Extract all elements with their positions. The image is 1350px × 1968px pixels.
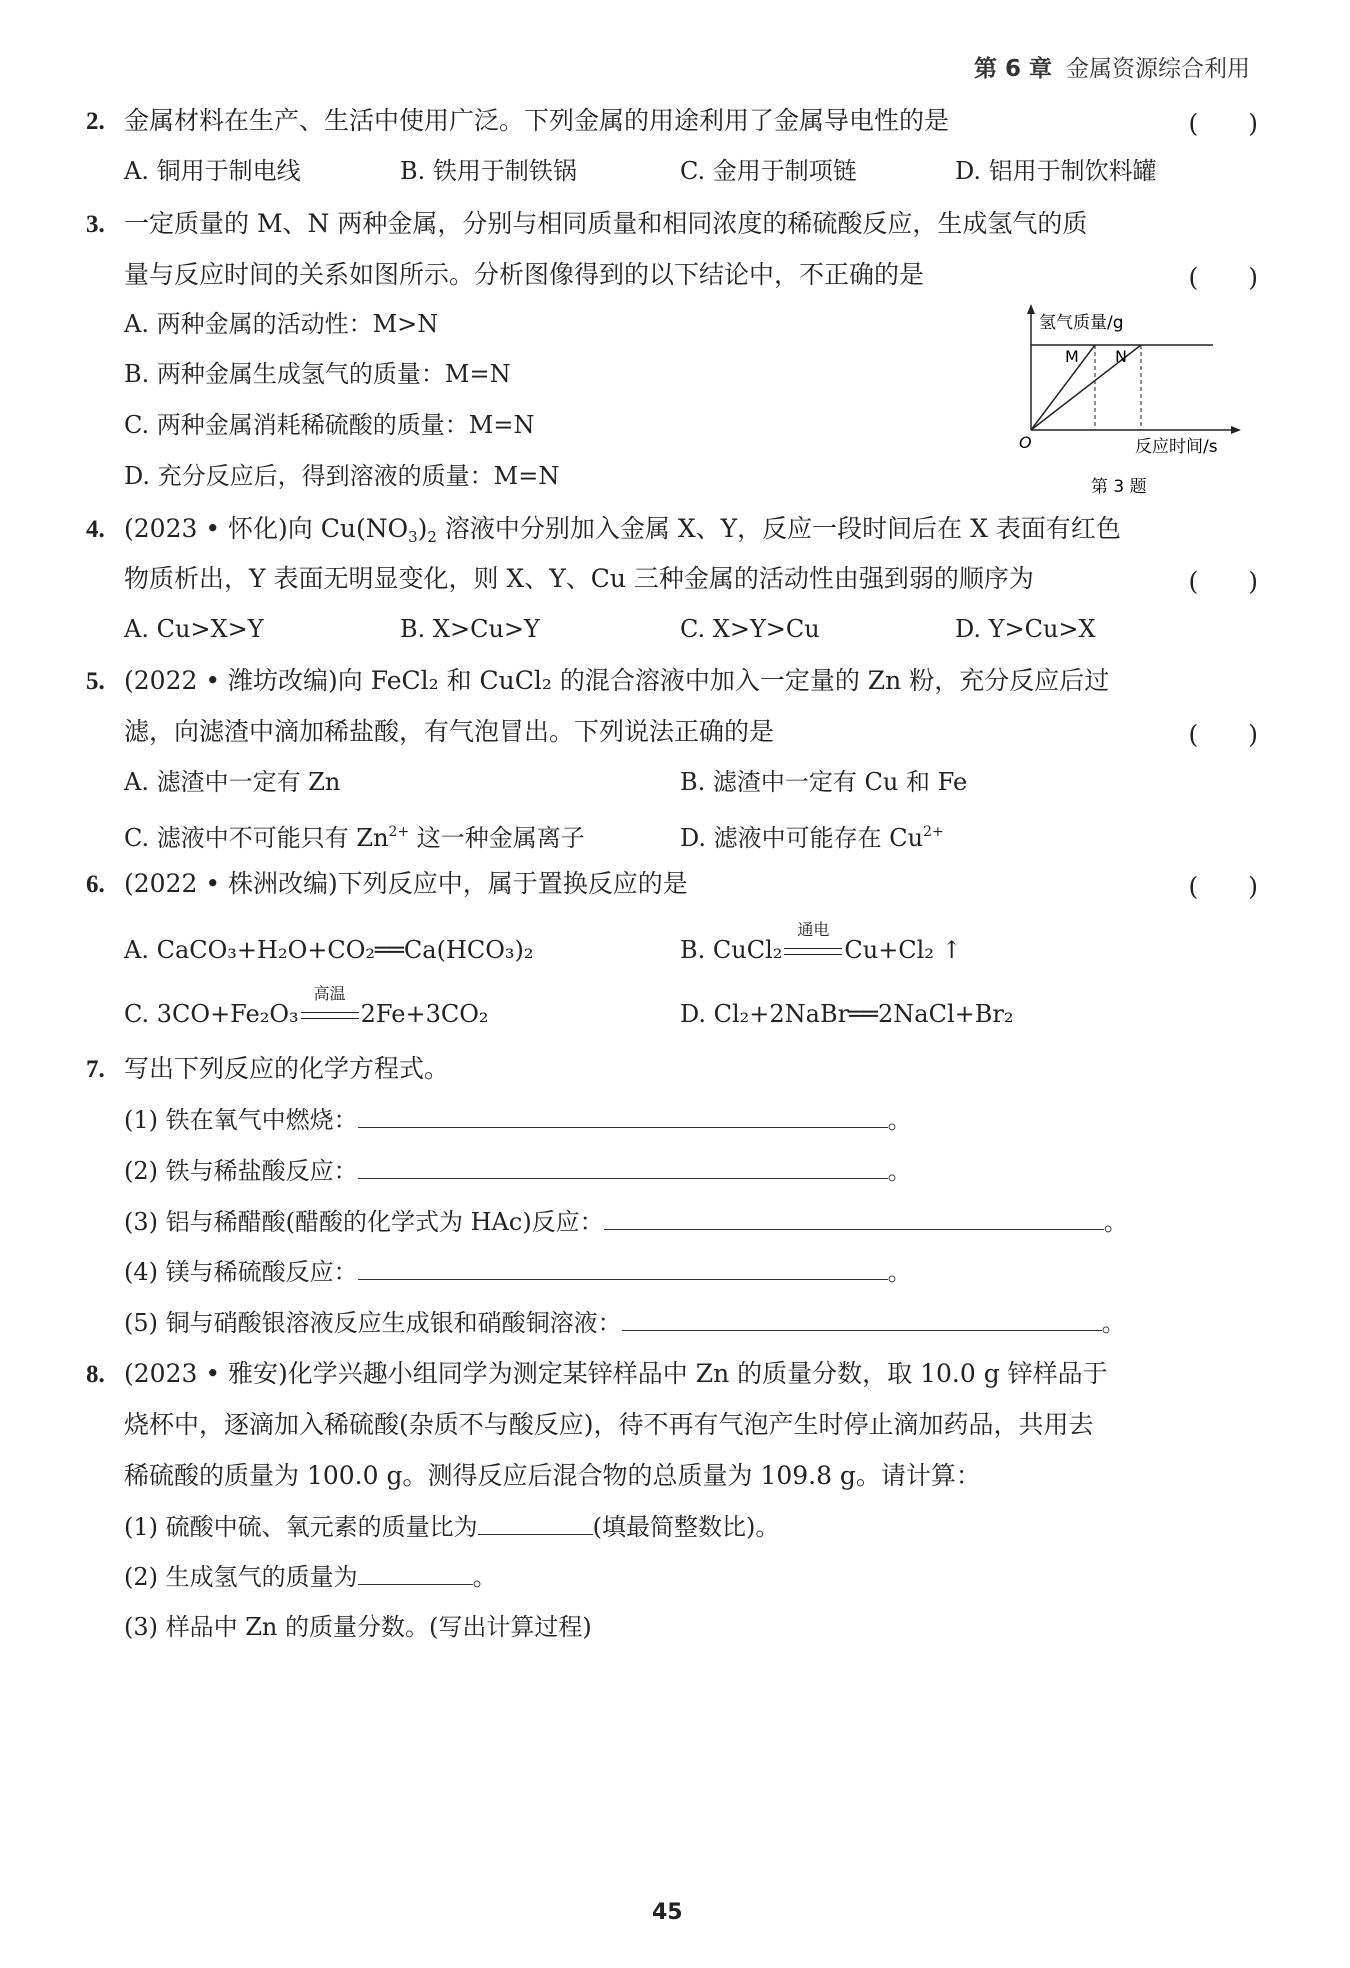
option-b: B. 滤渣中一定有 Cu 和 Fe [680, 768, 968, 796]
option-c: C. 两种金属消耗稀硫酸的质量：M=N [124, 411, 535, 439]
question-6-stem: 6. (2022 • 株洲改编)下列反应中，属于置换反应的是 [86, 869, 688, 898]
q7-part-3: (3) 铝与稀醋酸(醋酸的化学式为 HAc)反应： 。 [124, 1205, 1128, 1238]
x-axis-arrow [1231, 426, 1241, 434]
q7-part-2: (2) 铁与稀盐酸反应： 。 [124, 1154, 912, 1187]
option-b: B. X>Cu>Y [400, 615, 540, 643]
chapter-number: 第 6 章 [973, 56, 1052, 82]
condition-label: 高温 [313, 984, 346, 1003]
answer-paren: ( ) [1188, 720, 1258, 749]
answer-paren: ( ) [1188, 109, 1258, 138]
hydrogen-mass-graph [1015, 300, 1255, 500]
option-b: B. 铁用于制铁锅 [400, 157, 577, 185]
question-3-stem-line2: 量与反应时间的关系如图所示。分析图像得到的以下结论中，不正确的是 [124, 260, 925, 289]
question-5-stem: 5. (2022 • 潍坊改编)向 FeCl₂ 和 CuCl₂ 的混合溶液中加入一定量的 Zn 粉，充分反应后过 [86, 666, 1110, 695]
q7-part-1: (1) 铁在氧气中燃烧： 。 [124, 1103, 912, 1136]
origin-label: O [1019, 433, 1032, 452]
option-c: C. 滤液中不可能只有 $Zn^{2+}$ 这一种金属离子 [124, 824, 585, 852]
page-number: 45 [652, 1900, 683, 1925]
option-c: C. 3CO+Fe₂O₃ 高温 2Fe+3CO₂ [124, 998, 489, 1030]
question-8-stem-line3: 稀硫酸的质量为 100.0 g。测得反应后混合物的总质量为 109.8 g。请计算： [124, 1461, 981, 1490]
option-a: A. 滤渣中一定有 Zn [124, 768, 341, 796]
q8-part-3: (3) 样品中 Zn 的质量分数。(写出计算过程) [124, 1613, 592, 1641]
option-c: C. X>Y>Cu [680, 615, 820, 643]
y-axis-arrow [1027, 304, 1035, 314]
page-header [974, 50, 1250, 83]
q8-part-2: (2) 生成氢气的质量为 。 [124, 1560, 497, 1593]
q7-part-5: (5) 铜与硝酸银溶液反应生成银和硝酸铜溶液： 。 [124, 1306, 1126, 1339]
option-b: B. 两种金属生成氢气的质量：M=N [124, 360, 511, 388]
chapter-title: 金属资源综合利用 [1066, 56, 1250, 82]
reaction-arrow [784, 920, 842, 966]
question-4-stem: 4. (2023 • 怀化)向 $Cu(NO_3)_2$ 溶液中分别加入金属 X、Y，反应一段时间后在 X 表面有红色 [86, 514, 1121, 546]
x-axis-label: 反应时间/s [1135, 437, 1218, 457]
answer-paren: ( ) [1188, 872, 1258, 901]
n-label: N [1115, 347, 1127, 366]
option-a: A. CaCO₃+H₂O+CO₂══Ca(HCO₃)₂ [124, 936, 534, 964]
answer-paren: ( ) [1188, 263, 1258, 292]
answer-paren: ( ) [1188, 567, 1258, 596]
q8-part-1: (1) 硫酸中硫、氧元素的质量比为 (填最简整数比)。 [124, 1510, 779, 1543]
option-c: C. 金用于制项链 [680, 157, 857, 185]
question-3-stem: 3. 一定质量的 M、N 两种金属，分别与相同质量和相同浓度的稀硫酸反应，生成氢气的质 [86, 209, 1088, 238]
option-a: A. 铜用于制电线 [124, 157, 301, 185]
option-d: D. 铝用于制饮料罐 [955, 157, 1157, 185]
figure-caption: 第 3 题 [1091, 477, 1147, 497]
answer-blank[interactable] [358, 1103, 888, 1128]
q7-part-4: (4) 镁与稀硫酸反应： 。 [124, 1255, 912, 1288]
option-d: D. 充分反应后，得到溶液的质量：M=N [124, 462, 560, 490]
option-d: D. Cl₂+2NaBr══2NaCl+Br₂ [680, 1000, 1014, 1028]
answer-blank[interactable] [604, 1205, 1104, 1230]
question-8-stem-line2: 烧杯中，逐滴加入稀硫酸(杂质不与酸反应)，待不再有气泡产生时停止滴加药品，共用去 [124, 1410, 1094, 1439]
m-label: M [1065, 347, 1079, 366]
question-5-stem-line2: 滤，向滤渣中滴加稀盐酸，有气泡冒出。下列说法正确的是 [124, 717, 775, 746]
answer-blank[interactable] [358, 1154, 888, 1179]
question-2-stem: 2. 金属材料在生产、生活中使用广泛。下列金属的用途利用了金属导电性的是 [86, 106, 950, 135]
option-a: A. 两种金属的活动性：M>N [124, 310, 439, 338]
question-7-stem: 7. 写出下列反应的化学方程式。 [86, 1054, 450, 1083]
y-axis-label: 氢气质量/g [1039, 313, 1124, 333]
answer-blank[interactable] [478, 1510, 593, 1535]
option-d: D. 滤液中可能存在 $Cu^{2+}$ [680, 824, 944, 852]
answer-blank[interactable] [358, 1255, 888, 1280]
option-d: D. Y>Cu>X [955, 615, 1096, 643]
question-4-stem-line2: 物质析出，Y 表面无明显变化，则 X、Y、Cu 三种金属的活动性由强到弱的顺序为 [124, 564, 1034, 593]
option-a: A. Cu>X>Y [124, 615, 264, 643]
answer-blank[interactable] [358, 1560, 473, 1585]
question-8-stem: 8. (2023 • 雅安)化学兴趣小组同学为测定某锌样品中 Zn 的质量分数，取 10.0 g 锌样品于 [86, 1359, 1108, 1388]
condition-label: 通电 [797, 920, 830, 939]
reaction-arrow [301, 984, 359, 1030]
answer-blank[interactable] [622, 1306, 1102, 1331]
option-b: B. CuCl₂ 通电 Cu+Cl₂ ↑ [680, 934, 962, 966]
